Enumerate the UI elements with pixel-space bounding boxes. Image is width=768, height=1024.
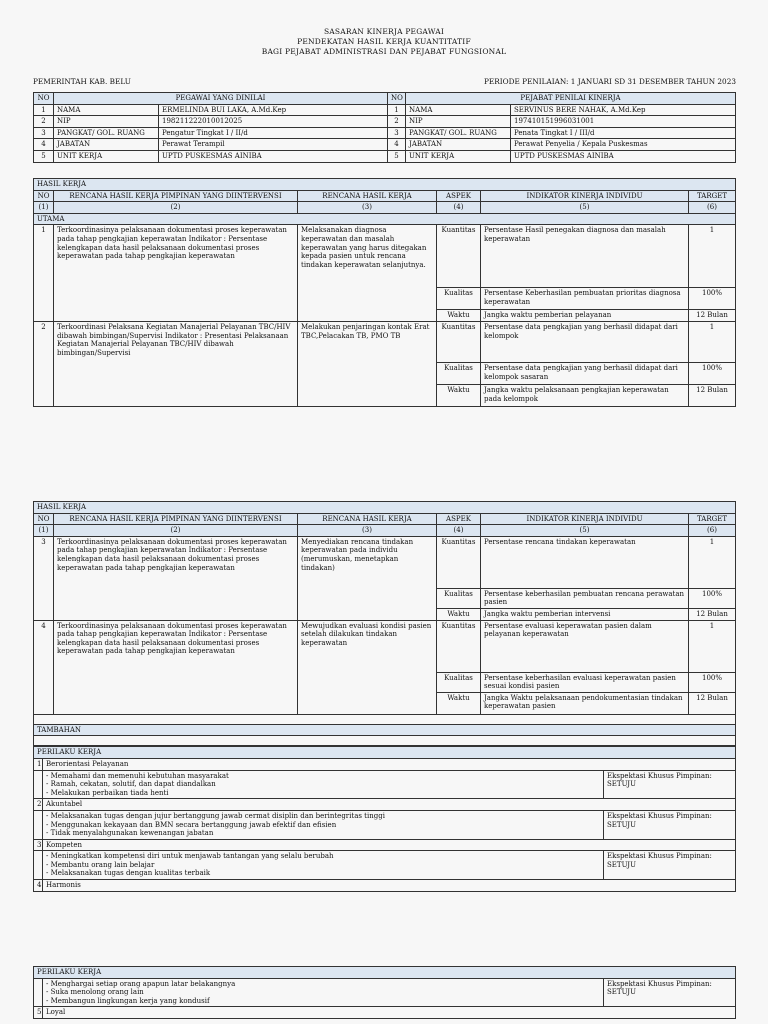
pegawai-cell-no: 1 (34, 104, 54, 116)
perilaku-table-1 (33, 746, 736, 891)
hasil-target: 1 (689, 321, 736, 362)
col-rencana-b: RENCANA HASIL KERJA (298, 513, 437, 525)
num-2: (2) (54, 202, 298, 214)
perilaku-table-2 (33, 966, 736, 1019)
hasil-kerja-table-2 (33, 501, 736, 746)
hasil-aspek: Waktu (437, 692, 481, 714)
pegawai-cell-right: 197410151996031001 (511, 116, 736, 128)
hasil-kerja-section-1 (33, 178, 736, 407)
hasil-rencana: Menyediakan rencana tindakan keperawatan pada individu (merumuskan, menetapkan tindakan) (298, 536, 437, 620)
col-aspek-b: ASPEK (437, 513, 481, 525)
col-pimpinan: RENCANA HASIL KERJA PIMPINAN YANG DIINTERVENSI (54, 190, 298, 202)
pegawai-row (34, 104, 736, 116)
num-5: (5) (481, 202, 689, 214)
col-target: TARGET (689, 190, 736, 202)
header-line-2: PENDEKATAN HASIL KERJA KUANTITATIF (297, 37, 471, 46)
utama-label: UTAMA (34, 213, 736, 225)
tambahan-label: TAMBAHAN (34, 724, 736, 736)
col-indikator: INDIKATOR KINERJA INDIVIDU (481, 190, 689, 202)
hasil-header-row-2 (34, 513, 736, 525)
hasil-indikator: Persentase data pengkajian yang berhasil didapat dari kelompok (481, 321, 689, 362)
perilaku-item-title: Kompeten (43, 839, 736, 851)
hasil-indikator: Persentase keberhasilan pembuatan rencana perawatan pasien (481, 588, 689, 608)
hasil-aspek: Kualitas (437, 672, 481, 692)
hasil-indikator: Persentase data pengkajian yang berhasil didapat dari kelompok sasaran (481, 362, 689, 384)
hasil-pimpinan: Terkoordinasinya pelaksanaan dokumentasi proses keperawatan pada tahap pengkajian keperawatan Indikator : Persentase kelengkapan data hasil pelaksanaan dokumentasi proses keperawatan pada tahap pengkajian keperawatan (54, 620, 298, 714)
hasil-num-row-2 (34, 525, 736, 537)
perilaku-no: 1 (34, 758, 43, 770)
perilaku-empty (34, 770, 43, 799)
hasil-aspek: Kuantitas (437, 321, 481, 362)
perilaku-empty (34, 978, 43, 1007)
hasil-rencana: Melakukan penjaringan kontak Erat TBC,Pelacakan TB, PMO TB (298, 321, 437, 406)
meta-right: PERIODE PENILAIAN: 1 JANUARI SD 31 DESEMBER TAHUN 2023 (484, 77, 736, 86)
num-6-b: (6) (689, 525, 736, 537)
hasil-kerja-title-2: HASIL KERJA (34, 502, 736, 514)
perilaku-item-title: Harmonis (43, 880, 736, 892)
perilaku-point: - Suka menolong orang lain (46, 988, 144, 997)
ekspektasi-cell (604, 770, 736, 799)
perilaku-empty (34, 810, 43, 839)
perilaku-points (43, 851, 604, 880)
ekspektasi-cell (604, 978, 736, 1007)
pegawai-header-row (34, 93, 736, 105)
col-target-b: TARGET (689, 513, 736, 525)
hasil-indikator: Jangka Waktu pelaksanaan pendokumentasian tindakan keperawatan pasien (481, 692, 689, 714)
perilaku-point: - Meningkatkan kompetensi diri untuk menjawab tantangan yang selalu berubah (46, 852, 334, 861)
perilaku-title: PERILAKU KERJA (34, 747, 736, 759)
ekspektasi-cell (604, 851, 736, 880)
perilaku-section-2 (33, 966, 736, 1019)
hasil-aspek: Waktu (437, 384, 481, 406)
pegawai-cell-left: Perawat Terampil (159, 139, 388, 151)
hasil-kerja-section-2 (33, 501, 736, 892)
hasil-rencana: Mewujudkan evaluasi kondisi pasien setelah dilakukan tindakan keperawatan (298, 620, 437, 714)
pegawai-cell-no: 3 (34, 127, 54, 139)
pegawai-cell-no2: 2 (388, 116, 406, 128)
hasil-row (34, 321, 736, 362)
perilaku-point: - Melaksanakan tugas dengan jujur bertanggung jawab cermat disiplin dan berintegritas tinggi (46, 811, 385, 820)
num-4: (4) (437, 202, 481, 214)
perilaku-point: - Tidak menyalahgunakan kewenangan jabatan (46, 829, 214, 838)
pegawai-row (34, 139, 736, 151)
perilaku-item-title: Akuntabel (43, 799, 736, 811)
pegawai-title: PEGAWAI YANG DINILAI (54, 93, 388, 105)
hasil-indikator: Persentase rencana tindakan keperawatan (481, 536, 689, 588)
ekspektasi-label: Ekspektasi Khusus Pimpinan: (607, 979, 712, 988)
hasil-indikator: Persentase Keberhasilan pembuatan prioritas diagnosa keperawatan (481, 288, 689, 310)
pegawai-cell-left: ERMELINDA BUI LAKA, A.Md.Kep (159, 104, 388, 116)
num-5-b: (5) (481, 525, 689, 537)
pegawai-cell-label: NIP (54, 116, 159, 128)
pegawai-cell-no: 5 (34, 150, 54, 162)
col-indikator-b: INDIKATOR KINERJA INDIVIDU (481, 513, 689, 525)
ekspektasi-label: Ekspektasi Khusus Pimpinan: (607, 811, 712, 820)
num-1: (1) (34, 202, 54, 214)
perilaku-point: - Membangun lingkungan kerja yang kondusif (46, 996, 210, 1005)
perilaku-title-row (34, 1007, 736, 1019)
header-line-1: SASARAN KINERJA PEGAWAI (323, 27, 445, 36)
col-pimpinan-b: RENCANA HASIL KERJA PIMPINAN YANG DIINTERVENSI (54, 513, 298, 525)
perilaku-points (43, 978, 604, 1007)
hasil-indikator: Persentase Hasil penegakan diagnosa dan masalah keperawatan (481, 225, 689, 288)
hasil-kerja-table-1 (33, 178, 736, 407)
hasil-aspek: Kualitas (437, 288, 481, 310)
perilaku-point: - Membantu orang lain belajar (46, 860, 155, 869)
hasil-target: 12 Bulan (689, 608, 736, 620)
pegawai-row (34, 150, 736, 162)
hasil-pimpinan: Terkoordinasinya pelaksanaan dokumentasi proses keperawatan pada tahap pengkajian keperawatan Indikator : Persentase kelengkapan data hasil pelaksanaan dokumentasi proses keperawatan pada tahap pengkajian keperawatan (54, 536, 298, 620)
hasil-rencana: Melaksanakan diagnosa keperawatan dan masalah keperawatan yang harus ditegakan kepada pasien untuk rencana tindakan keperawatan selanjutnya. (298, 225, 437, 322)
perilaku-title-row (34, 880, 736, 892)
col-no-b: NO (34, 513, 54, 525)
pegawai-cell-label: UNIT KERJA (54, 150, 159, 162)
pegawai-cell-no2: 3 (388, 127, 406, 139)
ekspektasi-value: SETUJU (607, 820, 636, 829)
pegawai-cell-right: SERVINUS BERE NAHAK, A.Md.Kep (511, 104, 736, 116)
hasil-aspek: Kualitas (437, 588, 481, 608)
hasil-num-row (34, 202, 736, 214)
col-rencana: RENCANA HASIL KERJA (298, 190, 437, 202)
hasil-target: 12 Bulan (689, 692, 736, 714)
pegawai-row (34, 116, 736, 128)
hasil-indikator: Jangka waktu pemberian pelayanan (481, 310, 689, 322)
pegawai-cell-no: 4 (34, 139, 54, 151)
hasil-indikator: Jangka waktu pemberian intervensi (481, 608, 689, 620)
penilai-title: PEJABAT PENILAI KINERJA (406, 93, 736, 105)
hasil-kerja-title: HASIL KERJA (34, 179, 736, 191)
pegawai-table (33, 92, 736, 163)
perilaku-points-row (34, 770, 736, 799)
pegawai-cell-left: UPTD PUSKESMAS AINIBA (159, 150, 388, 162)
hasil-pimpinan: Terkoordinasinya pelaksanaan dokumentasi proses keperawatan pada tahap pengkajian keperawatan Indikator : Persentase kelengkapan data hasil pelaksanaan dokumentasi proses keperawatan pada tahap pengkajian keperawatan (54, 225, 298, 322)
perilaku-title-2: PERILAKU KERJA (34, 967, 736, 979)
meta-line (33, 77, 736, 86)
pegawai-cell-no2: 1 (388, 104, 406, 116)
num-6: (6) (689, 202, 736, 214)
pegawai-row (34, 127, 736, 139)
perilaku-item-title: Loyal (43, 1007, 736, 1019)
perilaku-point: - Menghargai setiap orang apapun latar belakangnya (46, 979, 236, 988)
perilaku-point: - Melakukan perbaikan tiada henti (46, 788, 169, 797)
hasil-target: 100% (689, 288, 736, 310)
pegawai-cell-right: Perawat Penyelia / Kepala Puskesmas (511, 139, 736, 151)
pegawai-cell-no2: 4 (388, 139, 406, 151)
header-line-3: BAGI PEJABAT ADMINISTRASI DAN PEJABAT FUNGSIONAL (261, 47, 507, 56)
hasil-indikator: Persentase evaluasi keperawatan pasien dalam pelayanan keperawatan (481, 620, 689, 672)
document-header (0, 27, 768, 57)
hasil-no: 3 (34, 536, 54, 620)
pegawai-cell-label2: NIP (406, 116, 511, 128)
pegawai-cell-label: PANGKAT/ GOL. RUANG (54, 127, 159, 139)
hasil-aspek: Waktu (437, 608, 481, 620)
pegawai-cell-right: UPTD PUSKESMAS AINIBA (511, 150, 736, 162)
ekspektasi-cell (604, 810, 736, 839)
hasil-target: 100% (689, 672, 736, 692)
pegawai-cell-no: 2 (34, 116, 54, 128)
hasil-aspek: Waktu (437, 310, 481, 322)
num-3: (3) (298, 202, 437, 214)
ekspektasi-value: SETUJU (607, 860, 636, 869)
num-2-b: (2) (54, 525, 298, 537)
perilaku-no: 3 (34, 839, 43, 851)
hasil-target: 100% (689, 362, 736, 384)
perilaku-no: 5 (34, 1007, 43, 1019)
perilaku-points-row (34, 851, 736, 880)
perilaku-no: 4 (34, 880, 43, 892)
col-aspek: ASPEK (437, 190, 481, 202)
pegawai-cell-no2: 5 (388, 150, 406, 162)
perilaku-point: - Memahami dan memenuhi kebutuhan masyarakat (46, 771, 229, 780)
col-no-2: NO (388, 93, 406, 105)
perilaku-empty (34, 851, 43, 880)
pegawai-cell-label2: NAMA (406, 104, 511, 116)
hasil-aspek: Kuantitas (437, 536, 481, 588)
perilaku-no: 2 (34, 799, 43, 811)
perilaku-points-row (34, 810, 736, 839)
hasil-row (34, 620, 736, 672)
pegawai-cell-label2: JABATAN (406, 139, 511, 151)
perilaku-point: - Ramah, cekatan, solutif, dan dapat diandalkan (46, 780, 216, 789)
hasil-indikator: Persentase keberhasilan evaluasi keperawatan pasien sesuai kondisi pasien (481, 672, 689, 692)
ekspektasi-value: SETUJU (607, 988, 636, 997)
hasil-target: 12 Bulan (689, 384, 736, 406)
pegawai-cell-label2: UNIT KERJA (406, 150, 511, 162)
pegawai-cell-left: 198211222010012025 (159, 116, 388, 128)
num-3-b: (3) (298, 525, 437, 537)
hasil-target: 1 (689, 620, 736, 672)
perilaku-item-title: Berorientasi Pelayanan (43, 758, 736, 770)
col-no: NO (34, 93, 54, 105)
perilaku-points (43, 770, 604, 799)
perilaku-point: - Melaksanakan tugas dengan kualitas terbaik (46, 869, 211, 878)
hasil-row (34, 536, 736, 588)
col-no: NO (34, 190, 54, 202)
pegawai-cell-label: NAMA (54, 104, 159, 116)
num-1-b: (1) (34, 525, 54, 537)
ekspektasi-label: Ekspektasi Khusus Pimpinan: (607, 852, 712, 861)
pegawai-cell-right: Penata Tingkat I / III/d (511, 127, 736, 139)
pegawai-cell-label2: PANGKAT/ GOL. RUANG (406, 127, 511, 139)
hasil-aspek: Kuantitas (437, 225, 481, 288)
ekspektasi-label: Ekspektasi Khusus Pimpinan: (607, 771, 712, 780)
hasil-header-row (34, 190, 736, 202)
perilaku-points (43, 810, 604, 839)
perilaku-title-row (34, 758, 736, 770)
hasil-no: 1 (34, 225, 54, 322)
perilaku-point: - Menggunakan kekayaan dan BMN secara bertanggung jawab efektif dan efisien (46, 820, 337, 829)
pegawai-cell-left: Pengatur Tingkat I / II/d (159, 127, 388, 139)
pegawai-section (33, 92, 736, 163)
hasil-no: 2 (34, 321, 54, 406)
hasil-aspek: Kuantitas (437, 620, 481, 672)
perilaku-title-row (34, 799, 736, 811)
hasil-target: 1 (689, 536, 736, 588)
hasil-aspek: Kualitas (437, 362, 481, 384)
meta-left: PEMERINTAH KAB. BELU (33, 77, 131, 86)
hasil-pimpinan: Terkoordinasi Pelaksana Kegiatan Manajerial Pelayanan TBC/HIV dibawah bimbingan/Supervisi Indikator : Presentasi Pelaksanaan Kegiatan Manajerial Pelayanan TBC/HIV dibawah bimbingan/Supervisi (54, 321, 298, 406)
hasil-row (34, 225, 736, 288)
hasil-target: 100% (689, 588, 736, 608)
perilaku-points-row (34, 978, 736, 1007)
ekspektasi-value: SETUJU (607, 780, 636, 789)
pegawai-cell-label: JABATAN (54, 139, 159, 151)
hasil-target: 12 Bulan (689, 310, 736, 322)
num-4-b: (4) (437, 525, 481, 537)
hasil-no: 4 (34, 620, 54, 714)
perilaku-title-row (34, 839, 736, 851)
hasil-target: 1 (689, 225, 736, 288)
hasil-indikator: Jangka waktu pelaksanaan pengkajian keperawatan pada kelompok (481, 384, 689, 406)
